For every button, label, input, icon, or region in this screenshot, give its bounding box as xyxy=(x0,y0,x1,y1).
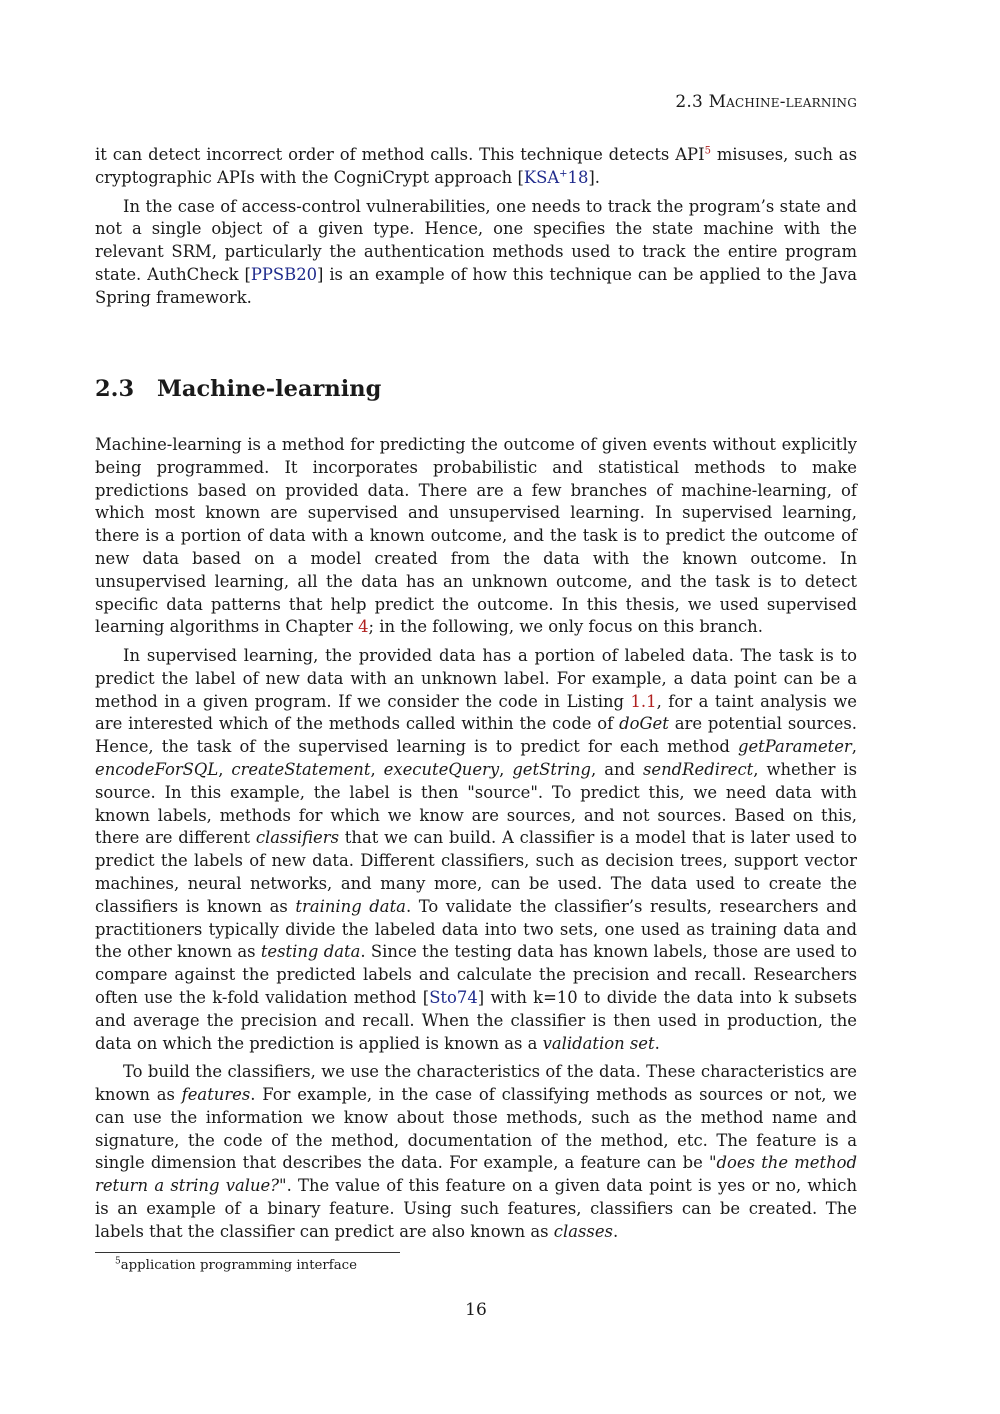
running-head xyxy=(675,92,857,112)
page-number: 16 xyxy=(465,1300,487,1320)
section-title: Machine-learning xyxy=(157,376,382,402)
paragraph-access-control: In the case of access-control vulnerabilities, one needs to track the program’s state and not a single object of a given type. Hence, one specifies the state machine with the relevant SRM, particularly the authentication methods used to track the entire program state. AuthCheck [PPSB20] is an example of how this technique can be applied to the Java Spring framework. xyxy=(95,196,858,307)
paragraph-features: To build the classifiers, we use the characteristics of the data. These characteristics are known as features. For example, in the case of classifying methods as sources or not, we can use the information we know about those methods, such as the method name and signature, the code of the method, documentation of the method, etc. The feature is a single dimension that describes the data. For example, a feature can be "does the method return a string value?". The value of this feature on a given data point is yes or no, which is an example of a binary feature. Using such features, classifiers can be created. The labels that the classifier can predict are also known as classes. xyxy=(95,1062,858,1241)
footnote-number: 5 xyxy=(115,1256,121,1267)
paragraph-ml-definition: Machine-learning is a method for predicting the outcome of given events without explicitly being programmed. It incorporates probabilistic and statistical methods to make predictions based on provided data. There are a few branches of machine-learning, of which most known are supervised and unsupervised learning. In supervised learning, there is a portion of data with a known outcome, and the task is to predict the outcome of new data based on a model created from the data with the known outcome. In unsupervised learning, all the data has an unknown outcome, and the task is to detect specific data patterns that help predict the outcome. In this thesis, we used supervised learning algorithms in Chapter 4; in the following, we only focus on this branch. xyxy=(95,435,857,637)
section-number: 2.3 xyxy=(95,376,135,402)
paragraph-api-misuse: it can detect incorrect order of method calls. This technique detects API$^5$ misuses, such as cryptographic APIs with the CogniCrypt approach [KSA+18]. xyxy=(95,145,857,187)
footnote-mark-link[interactable]: 5 xyxy=(704,145,711,157)
footnote-text: application programming interface xyxy=(120,1258,357,1273)
section-heading xyxy=(95,376,381,402)
listing-ref-link[interactable]: 1.1 xyxy=(630,691,657,711)
running-head-number: 2.3 xyxy=(675,92,703,112)
chapter-ref-link[interactable]: 4 xyxy=(358,617,369,637)
footnote xyxy=(115,1258,357,1273)
intro-block xyxy=(95,144,857,310)
section-body xyxy=(95,434,857,1249)
citation-sto74[interactable]: Sto74 xyxy=(429,987,478,1007)
citation-ksa18[interactable]: KSA+18 xyxy=(523,167,589,187)
footnote-rule xyxy=(95,1252,400,1253)
running-head-title: Machine-learning xyxy=(708,92,857,112)
citation-ppsb20[interactable]: PPSB20 xyxy=(250,264,318,284)
paragraph-supervised-learning: In supervised learning, the provided data has a portion of labeled data. The task is to predict the label of new data with an unknown label. For example, a data point can be a method in a given program. If we consider the code in Listing 1.1, for a taint analysis we are interested which of the methods called within the code of doGet are potential sources. Hence, the task of the supervised learning is to predict for each method getParameter, encodeForSQL, createStatement, executeQuery, getString, and sendRedirect, whether is source. In this example, the label is then "source". To predict this, we need data with known labels, methods for which we know are sources, and not sources. Based on this, there are different classifiers that we can build. A classifier is a model that is later used to predict the labels of new data. Different classifiers, such as decision trees, support vector machines, neural networks, and many more, can be used. The data used to create the classifiers is known as training data. To validate the classifier’s results, researchers and practitioners typically divide the labeled data into two sets, one used as training data and the other known as testing data. Since the testing data has known labels, those are used to compare against the predicted labels and calculate the precision and recall. Researchers often use the k-fold validation method [Sto74] with k=10 to divide the data into k subsets and average the precision and recall. When the classifier is then used in production, the data on which the prediction is applied is known as a validation set. xyxy=(95,645,858,1053)
